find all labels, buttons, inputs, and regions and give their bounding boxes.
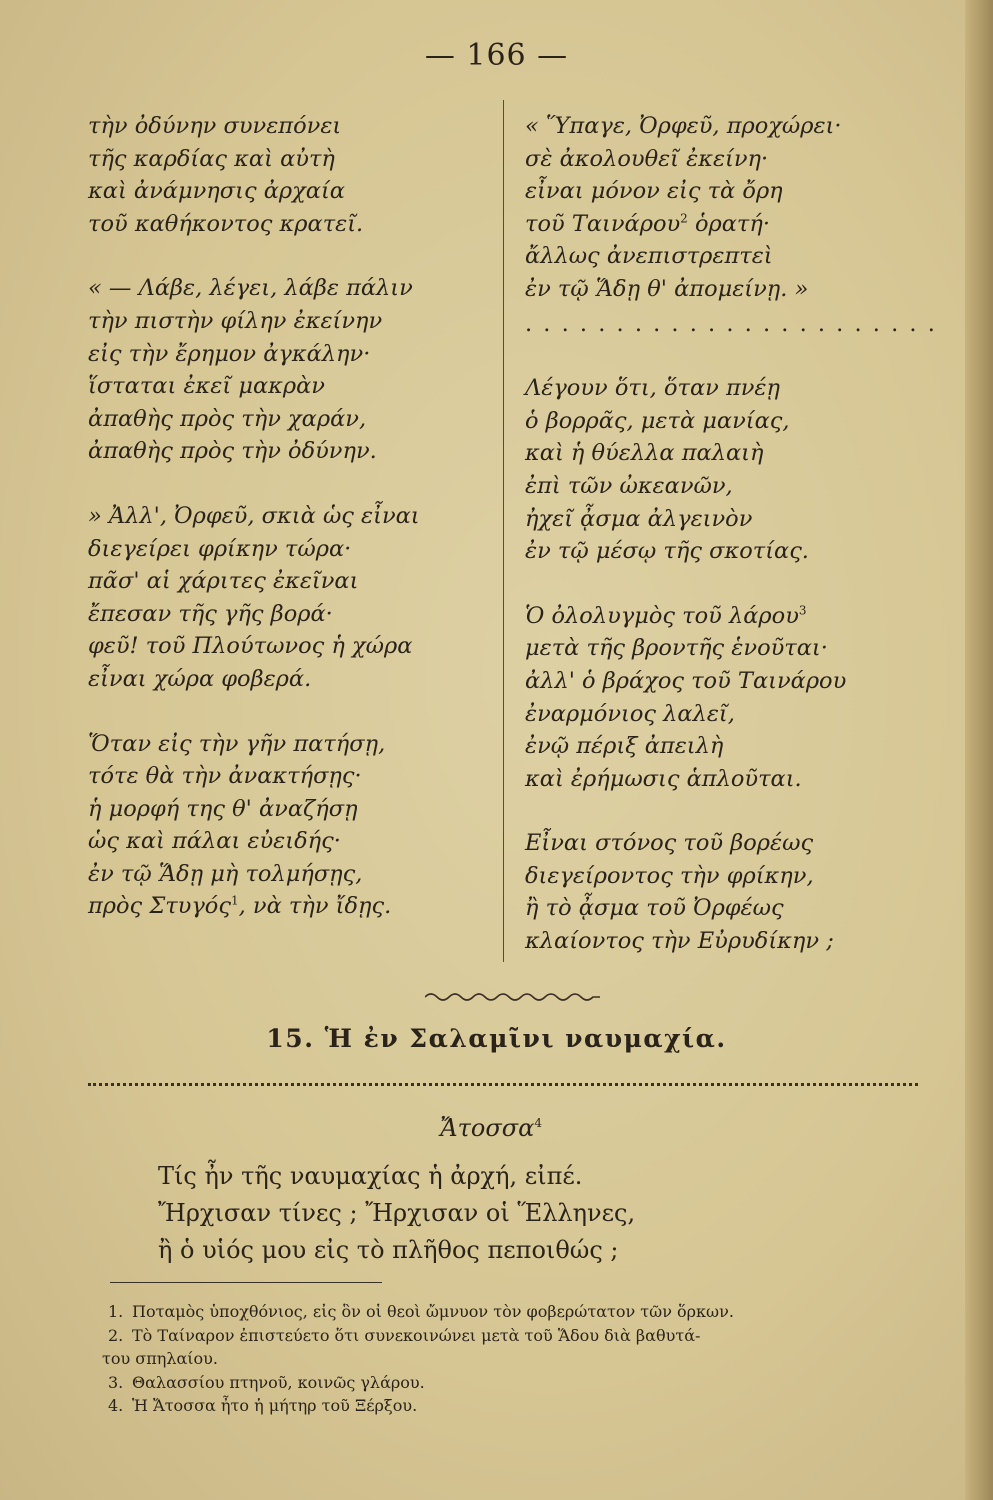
verse-text: Ὁ ὀλολυγμὸς τοῦ λάρου xyxy=(525,602,799,629)
verse-text: τοῦ Ταινάρου xyxy=(525,210,681,237)
verse-line: » Ἀλλ', Ὀρφεῦ, σκιὰ ὡς εἶναι xyxy=(88,502,420,529)
footnote-text: Τὸ Ταίναρον ἐπιστεύετο ὅτι συνεκοινώνει μετὰ τοῦ Ἅδου διὰ βαθυτά- xyxy=(132,1325,701,1345)
verse-line: ἢ ὁ υἱός μου εἰς τὸ πλῆθος πεποιθώς ; xyxy=(158,1236,619,1264)
footnote-continuation xyxy=(102,1347,928,1371)
stanza xyxy=(525,827,925,957)
verse-line: σὲ ἀκολουθεῖ ἐκείνη· xyxy=(525,145,769,172)
footnote-text: Ἡ Ἄτοσσα ἦτο ἡ μήτηρ τοῦ Ξέρξου. xyxy=(132,1396,418,1415)
verse-text: πρὸς Στυγός xyxy=(88,893,231,920)
stanza xyxy=(88,110,488,240)
footnote xyxy=(108,1371,928,1395)
footnote xyxy=(108,1394,928,1418)
verse-line: « Ὕπαγε, Ὀρφεῦ, προχώρει· xyxy=(525,113,842,139)
footnote-number: 2. xyxy=(108,1325,124,1345)
verse-line: τὴν ὀδύνην συνεπόνει xyxy=(88,113,342,139)
footnotes xyxy=(102,1300,928,1418)
verse-line: διεγείρει φρίκην τώρα· xyxy=(88,535,352,562)
footnote-ref: 2 xyxy=(680,211,688,226)
footnote xyxy=(108,1324,928,1348)
verse-line: εἶναι χώρα φοβερά. xyxy=(88,665,312,692)
verse-line: Τίς ἦν τῆς ναυμαχίας ἡ ἀρχή, εἰπέ. xyxy=(158,1162,583,1190)
ellipsis-dots: . . . . . . . . . . . . . . . . . . . . . . . xyxy=(525,310,937,337)
section-title: 15. Ἡ ἐν Σαλαμῖνι ναυμαχία. xyxy=(266,1024,727,1053)
verse-line: Ὅταν εἰς τὴν γῆν πατήσῃ, xyxy=(88,730,386,757)
left-poem-column xyxy=(88,110,488,955)
verse-line: ἢ τὸ ᾆσμα τοῦ Ὀρφέως xyxy=(525,895,784,922)
verse-line: ἐναρμόνιος λαλεῖ, xyxy=(525,700,735,727)
verse-line: μετὰ τῆς βροντῆς ἑνοῦται· xyxy=(525,635,828,662)
stanza xyxy=(88,728,488,924)
verse-line xyxy=(525,600,925,633)
verse-line: πᾶσ' αἱ χάριτες ἐκεῖναι xyxy=(88,568,359,595)
verse-line: καὶ ἐρήμωσις ἁπλοῦται. xyxy=(525,765,802,792)
verse-line: Ἤρχισαν τίνες ; Ἤρχισαν οἱ Ἕλληνες, xyxy=(158,1199,636,1227)
verse-line: ἠχεῖ ᾆσμα ἀλγεινὸν xyxy=(525,505,753,532)
verse-line: ἵσταται ἐκεῖ μακρὰν xyxy=(88,373,325,400)
verse-line: ἐπὶ τῶν ὠκεανῶν, xyxy=(525,472,733,499)
verse-line: εἶναι μόνον εἰς τὰ ὄρη xyxy=(525,178,783,205)
verse-line: ὡς καὶ πάλαι εὐειδής· xyxy=(88,828,341,855)
dialogue-verse xyxy=(158,1158,635,1269)
verse-line: ἡ μορφή της θ' ἀναζήσῃ xyxy=(88,795,358,822)
verse-line: ἄλλως ἀνεπιστρεπτεὶ xyxy=(525,243,773,270)
footnote-text: Θαλασσίου πτηνοῦ, κοινῶς γλάρου. xyxy=(132,1372,425,1392)
footnote-text: του σπηλαίου. xyxy=(102,1349,218,1368)
verse-line: φεῦ! τοῦ Πλούτωνος ἡ χώρα xyxy=(88,633,413,660)
footnote-rule xyxy=(110,1282,382,1283)
wavy-ornament-icon xyxy=(425,988,600,1006)
verse-line: ἔπεσαν τῆς γῆς βορά· xyxy=(88,600,333,627)
stanza xyxy=(525,372,925,568)
dotted-divider xyxy=(88,1083,918,1086)
verse-line: ἐν τῷ μέσῳ τῆς σκοτίας. xyxy=(525,538,809,565)
stanza xyxy=(88,500,488,696)
verse-line: ὁ βορρᾶς, μετὰ μανίας, xyxy=(525,407,790,434)
verse-line: καὶ ἡ θύελλα παλαιὴ xyxy=(525,440,764,467)
page-number: — 166 — xyxy=(424,38,569,73)
verse-line: ἀλλ' ὁ βράχος τοῦ Ταινάρου xyxy=(525,667,847,694)
page-edge xyxy=(965,0,993,1500)
footnote-ref: 4 xyxy=(534,1116,542,1130)
footnote-number: 1. xyxy=(108,1302,124,1321)
verse-text: ὁρατή· xyxy=(687,210,771,237)
footnote-ref: 3 xyxy=(798,603,807,618)
speaker-label: Ἄτοσσα xyxy=(440,1114,535,1142)
footnote-number: 4. xyxy=(108,1396,124,1415)
verse-line xyxy=(525,208,925,241)
verse-line: Λέγουν ὅτι, ὅταν πνέῃ xyxy=(525,375,780,402)
verse-line: Εἶναι στόνος τοῦ βορέως xyxy=(525,830,814,857)
speaker-name xyxy=(440,1114,542,1142)
verse-line: ἀπαθὴς πρὸς τὴν χαράν, xyxy=(88,405,367,432)
stanza xyxy=(88,272,488,468)
verse-line: τῆς καρδίας καὶ αὐτὴ xyxy=(88,145,335,172)
footnote xyxy=(108,1300,928,1324)
stanza xyxy=(525,600,925,796)
verse-line: διεγείροντος τὴν φρίκην, xyxy=(525,862,814,889)
footnote-text: Ποταμὸς ὑποχθόνιος, εἰς ὃν οἱ θεοὶ ὤμνυον τὸν φοβερώτατον τῶν ὅρκων. xyxy=(132,1302,734,1321)
verse-line: ἐν τῷ Ἅδῃ μὴ τολμήσῃς, xyxy=(88,860,363,887)
verse-line: ἐνῷ πέριξ ἀπειλὴ xyxy=(525,733,724,760)
verse-line: καὶ ἀνάμνησις ἀρχαία xyxy=(88,178,345,205)
verse-line: ἐν τῷ Ἅδῃ θ' ἀπομείνῃ. » xyxy=(525,275,809,302)
verse-line: κλαίοντος τὴν Εὐρυδίκην ; xyxy=(525,928,834,955)
verse-line xyxy=(88,890,488,923)
stanza xyxy=(525,110,937,340)
verse-line: τὴν πιστὴν φίλην ἐκείνην xyxy=(88,307,383,334)
verse-line: εἰς τὴν ἔρημον ἀγκάλην· xyxy=(88,340,371,367)
footnote-ref: 1 xyxy=(230,893,239,908)
footnote-number: 3. xyxy=(108,1372,124,1392)
column-divider xyxy=(503,100,504,962)
verse-text: , νὰ τὴν ἴδῃς. xyxy=(238,893,392,920)
verse-line: « — Λάβε, λέγει, λάβε πάλιν xyxy=(88,275,413,302)
verse-line: τότε θὰ τὴν ἀνακτήσῃς· xyxy=(88,763,362,790)
right-poem-column xyxy=(525,110,937,990)
verse-line: ἀπαθὴς πρὸς τὴν ὀδύνην. xyxy=(88,438,377,465)
verse-line: τοῦ καθήκοντος κρατεῖ. xyxy=(88,210,364,237)
